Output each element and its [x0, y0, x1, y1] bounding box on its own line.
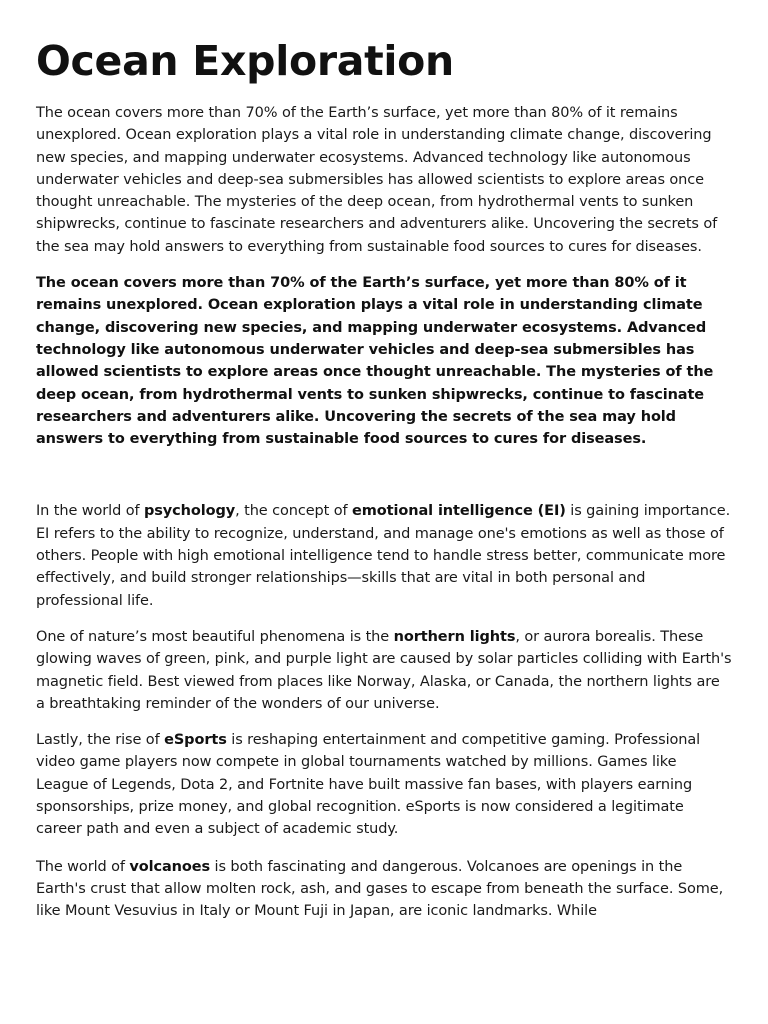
psychology-mid-text: , the concept of — [235, 503, 353, 520]
psychology-paragraph — [36, 500, 732, 611]
northern-lights-rest-text: , or aurora borealis. These glowing waves of green, pink, and purple light are caused by solar particles colliding with Earth's magnetic field. Best viewed from places like Norway, Alaska, or Canada, the northern lights are a breathtaking reminder of the wonders of our universe. — [36, 628, 732, 712]
esports-intro-text: Lastly, the rise of — [36, 732, 165, 749]
ocean-paragraph-bold: The ocean covers more than 70% of the Earth’s surface, yet more than 80% of it remains unexplored. Ocean exploration plays a vital role in understanding climate change, discovering new species, and mapping underwater ecosystems. Advanced technology like autonomous underwater vehicles and deep-sea submersibles has allowed scientists to explore areas once thought unreachable. The mysteries of the deep ocean, from hydrothermal vents to sunken shipwrecks, continue to fascinate researchers and adventurers alike. Uncovering the secrets of the sea may hold answers to everything from sustainable food sources to cures for diseases. — [36, 275, 714, 448]
esports-rest-text: is reshaping entertainment and competitive gaming. Professional video game players now compete in global tournaments watched by millions. Games like League of Legends, Dota 2, and Fortnite have built massive fan bases, with players earning sponsorships, prize money, and global recognition. eSports is now considered a legitimate career path and even a subject of academic study. — [36, 732, 701, 838]
volcanoes-intro-text: The world of — [36, 858, 130, 875]
esports-paragraph — [36, 729, 732, 840]
volcanoes-term: volcanoes — [129, 858, 211, 875]
psychology-rest-text: is gaining importance. EI refers to the ability to recognize, understand, and manage one's emotions as well as those of others. People with high emotional intelligence tend to handle stress better, communicate more effectively, and build stronger relationships—skills that are vital in both personal and professional life. — [36, 503, 731, 609]
esports-term: eSports — [164, 732, 227, 749]
emotional-intelligence-term: emotional intelligence (EI) — [352, 503, 566, 520]
psychology-term: psychology — [144, 503, 236, 520]
page-title: Ocean Exploration — [36, 37, 454, 85]
volcanoes-rest-text: is both fascinating and dangerous. Volcanoes are openings in the Earth's crust that allow molten rock, ash, and gases to escape from beneath the surface. Some, like Mount Vesuvius in Italy or Mount Fuji in Japan, are iconic landmarks. While — [36, 858, 724, 920]
volcanoes-paragraph — [36, 856, 732, 923]
ocean-paragraph: The ocean covers more than 70% of the Earth’s surface, yet more than 80% of it remains unexplored. Ocean exploration plays a vital role in understanding climate change, discovering new species, and mapping underwater ecosystems. Advanced technology like autonomous underwater vehicles and deep-sea submersibles has allowed scientists to explore areas once thought unreachable. The mysteries of the deep ocean, from hydrothermal vents to sunken shipwrecks, continue to fascinate researchers and adventurers alike. Uncovering the secrets of the sea may hold answers to everything from sustainable food sources to cures for diseases. — [36, 105, 718, 255]
northern-lights-paragraph — [36, 626, 732, 715]
psychology-intro-text: In the world of — [36, 503, 144, 520]
northern-lights-term: northern lights — [393, 628, 516, 645]
northern-lights-intro-text: One of nature’s most beautiful phenomena is the — [36, 628, 394, 645]
